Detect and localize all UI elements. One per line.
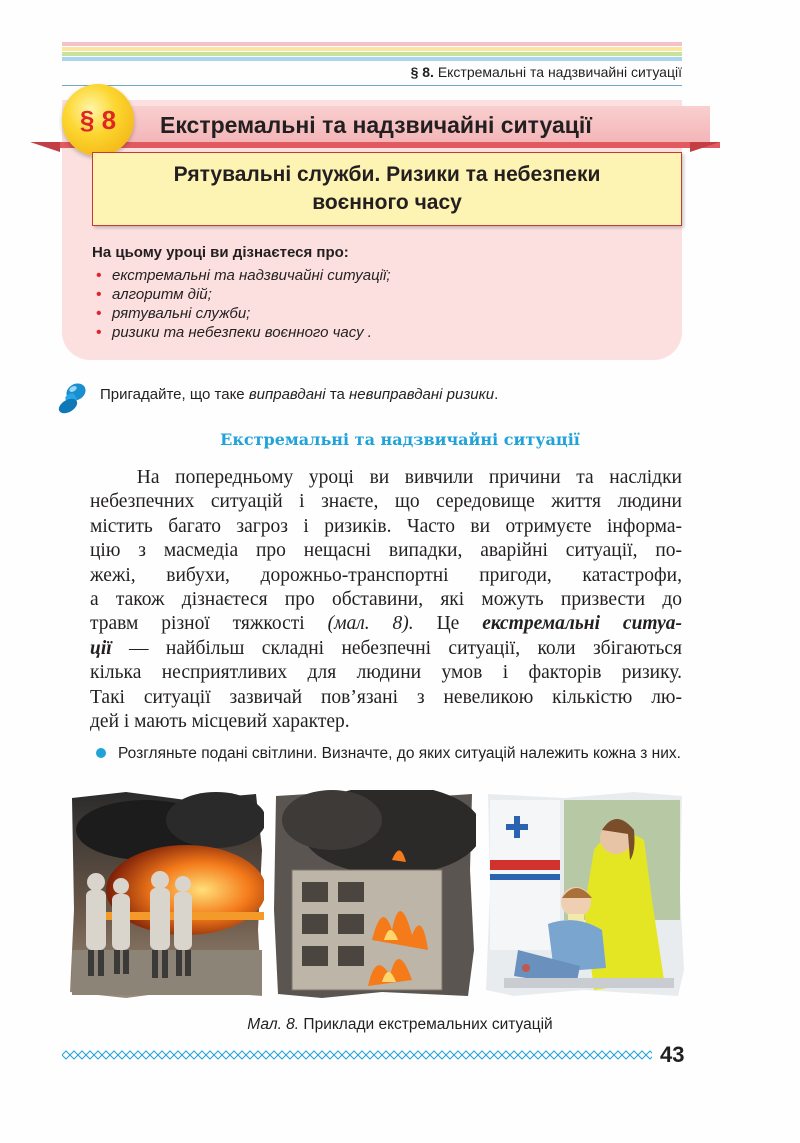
- list-item: • алгоритм дій;: [96, 285, 391, 304]
- photo-burning-building: [272, 790, 476, 1000]
- photo-firefighters: [66, 790, 264, 1000]
- recall-prompt: [100, 386, 498, 403]
- body-line: Такі ситуації зазвичай пов’язані з невеликою кількістю лю-: [90, 686, 682, 708]
- task-text: Розгляньте подані світлини. Визначте, до яких ситуацій належить кожна з них.: [118, 745, 681, 762]
- body-paragraph: [90, 466, 682, 734]
- body-line: кілька несприятливих для людини умов і факторів ризику.: [90, 662, 682, 684]
- caption-text: Приклади екстремальних ситуацій: [299, 1016, 553, 1033]
- recall-text: та: [325, 386, 350, 403]
- page-title: Екстремальні та надзвичайні ситуації: [160, 112, 592, 138]
- list-item: • рятувальні служби;: [96, 304, 391, 323]
- section-heading: Екстремальні та надзвичайні ситуації: [220, 430, 580, 449]
- recall-text: Пригадайте, що таке: [100, 386, 249, 403]
- running-head-title: Екстремальні та надзвичайні ситуації: [437, 64, 682, 80]
- body-line: травм різної тяжкості (мал. 8). Це екстремальні ситуа-: [90, 613, 683, 635]
- figure-caption: [0, 1016, 800, 1034]
- recall-term-1: виправдані: [248, 386, 326, 403]
- task-bullet: [96, 748, 106, 758]
- body-line: жежі, вибухи, дорожньо-транспортні пригоди, катастрофи,: [90, 564, 682, 586]
- footer-ornament: [62, 1048, 652, 1062]
- page-number: 43: [660, 1042, 685, 1067]
- learn-heading: На цьому уроці ви дізнаєтеся про:: [92, 244, 349, 261]
- caption-ref: Мал. 8.: [247, 1016, 300, 1033]
- figure-ref: (мал. 8).: [327, 613, 414, 635]
- body-line: цію з масмедіа про нещасні випадки, аварійні ситуації, по-: [90, 540, 682, 562]
- recall-text: .: [494, 386, 499, 403]
- section-badge: § 8: [62, 84, 134, 156]
- body-line: дей і мають місцевий характер.: [90, 711, 350, 733]
- header-stripes: [62, 42, 682, 64]
- key-term: екстремальні ситуа-: [482, 613, 683, 635]
- running-head: [62, 64, 682, 86]
- list-item: • екстремальні та надзвичайні ситуації;: [96, 266, 391, 285]
- body-line: На попередньому уроці ви вивчили причини та наслідки: [136, 467, 682, 488]
- learn-list: [96, 266, 391, 342]
- body-line: а також дізнаєтеся про обставини, які можуть призвести до: [90, 589, 682, 611]
- list-item: • ризики та небезпеки воєнного часу .: [96, 323, 391, 342]
- body-line: ції — найбільш складні небезпечні ситуації, коли збігаються: [90, 637, 682, 659]
- body-line: небезпечних ситуацій і знаєте, що середовище життя людини: [90, 491, 682, 513]
- body-line: містить багато загроз і ризиків. Часто ви отримуєте інформа-: [90, 515, 682, 537]
- subtitle-line-1: Рятувальні служби. Ризики та небезпеки: [173, 163, 601, 186]
- subtitle-line-2: воєнного часу: [312, 191, 462, 214]
- photo-paramedic-child: [484, 790, 684, 1000]
- running-head-section: § 8.: [410, 64, 434, 80]
- lesson-subtitle: [92, 152, 682, 226]
- recall-term-2: невиправдані ризики: [349, 386, 495, 403]
- key-term: ції: [90, 637, 112, 659]
- pushpin-icon: [56, 382, 90, 416]
